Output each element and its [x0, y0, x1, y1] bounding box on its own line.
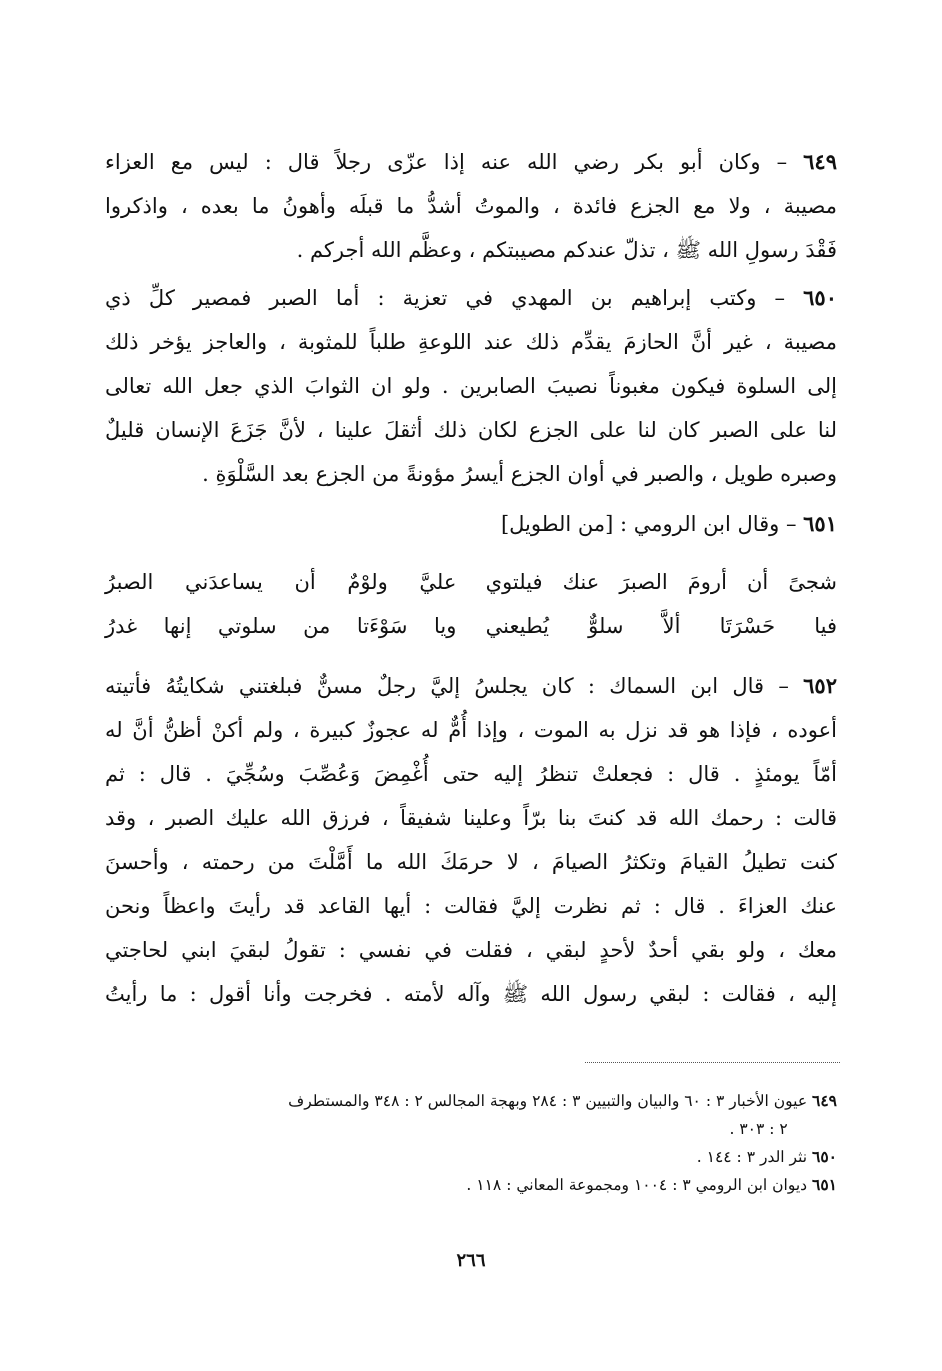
entry-line: مصيبة ، ولا مع الجزع فائدة ، والموتُ أشدُّ ما قبلَه وأهونُ ما بعده ، واذكروا	[105, 194, 837, 218]
footnote-number: ٦٥٠	[812, 1147, 837, 1166]
entry-number: ٦٥١	[803, 511, 837, 536]
entry-line: أعوده ، فإذا هو قد نزل به الموت ، وإذا أُمٌّ له عجوزٌ كبيرة ، ولم أكنْ أظنُّ أنَّ له	[105, 718, 837, 742]
footnote-number: ٦٤٩	[812, 1091, 837, 1110]
entry-line	[105, 140, 837, 184]
entry-line: لنا على الصبر كان لنا على الجزع لكان ذلك أثقلَ علينا ، لأنَّ جَزَعَ الإنسان قليلٌ	[105, 418, 837, 442]
entry-number: ٦٤٩	[803, 149, 837, 174]
verse-first-hemistich: فيا حَسْرَتَا ألاَّ سلوٌّ يُطيعني	[485, 614, 837, 638]
poem-verse	[105, 604, 837, 648]
entry-651	[105, 502, 837, 546]
entry-line: قالت : رحمك الله قد كنتَ بنا برّاً وعلينا شفيقاً ، فرزق الله عليك الصبر ، وقد	[105, 806, 837, 830]
entry-line: عنك العزاءَ . قال : ثم نظرت إليَّ فقالت : أيها القاعد قد رأيتَ واعظاً ونحن	[105, 894, 837, 918]
entry-line	[105, 502, 837, 546]
entry-650	[105, 276, 837, 496]
entry-652	[105, 664, 837, 1016]
footnote	[105, 1087, 837, 1115]
footnote-text: ديوان ابن الرومي ٣ : ١٠٠٤ ومجموعة المعاني : ١١٨ .	[466, 1176, 813, 1194]
entry-line: وصبره طويل ، والصبر في أوان الجزع أيسرُ مؤونةً من الجزع بعد السَّلْوَةِ .	[202, 462, 837, 486]
footnote-text: ٢ : ٣٠٣ .	[729, 1120, 837, 1138]
verse-second-hemistich: ويا سَوْءَتا من سلوتي إنها غدرُ	[105, 614, 457, 638]
entry-text: – وكتب إبراهيم بن المهدي في تعزية : أما الصبر فمصير كلِّ ذي	[105, 286, 804, 310]
entry-line: إليه ، فقالت : لبقي رسول الله ﷺ وآله لأمته . فخرجت وأنا أقول : ما رأيتُ	[105, 982, 837, 1006]
poem	[105, 560, 837, 648]
main-text	[105, 140, 837, 1020]
entry-text: – قال ابن السماك : كان يجلسُ إليَّ رجلٌ مسنٌّ فبلغتني شكايتُهُ فأتيته	[105, 674, 804, 698]
verse-first-hemistich: شجىً أن أرومَ الصبرَ عنك فيلتوي	[485, 570, 837, 594]
footnote	[105, 1115, 837, 1143]
footnote-number: ٦٥١	[812, 1175, 837, 1194]
entry-text: – وقال ابن الرومي : [من الطويل]	[500, 512, 804, 536]
entry-line: فَقْدَ رسولِ الله ﷺ ، تذلّ عندكم مصيبتكم ، وعظَّم الله أجركم .	[296, 238, 837, 262]
entry-line	[105, 276, 837, 320]
footnotes	[105, 1087, 837, 1199]
footnote	[105, 1171, 837, 1199]
entry-number: ٦٥٢	[803, 673, 837, 698]
entry-line: كنت تطيلُ القيامَ وتكثرُ الصيامَ ، لا حرمَكَ الله ما أَمَّلْتَ من رحمته ، وأحسنَ	[105, 850, 837, 874]
footnote-text: نثر الدر ٣ : ١٤٤ .	[696, 1148, 813, 1166]
entry-line: إلى السلوة فيكون مغبوناً نصيبَ الصابرين . ولو ان الثوابَ الذي جعل الله تعالى	[105, 374, 837, 398]
verse-second-hemistich: عليَّ ولوْمٌ أن يساعدَني الصبرُ	[105, 570, 457, 594]
entry-649	[105, 140, 837, 272]
entry-line: أمّاً يومئذٍ . قال : فجعلتْ تنظرُ إليه حتى أُغْمِضَ وَعُصِّبَ وسُجِّيَ . قال : ثم	[105, 762, 837, 786]
entry-line: معك ، ولو بقي أحدٌ لأحدٍ لبقي ، فقلت في نفسي : تقولُ لبقيَ ابني لحاجتي	[105, 938, 837, 962]
poem-verse	[105, 560, 837, 604]
footnote	[105, 1143, 837, 1171]
footnote-separator	[585, 1062, 840, 1063]
entry-number: ٦٥٠	[803, 285, 837, 310]
entry-line	[105, 664, 837, 708]
entry-line: مصيبة ، غير أنَّ الحازمَ يقدِّم ذلك عند اللوعةِ طلباً للمثوبة ، والعاجز يؤخر ذلك	[105, 330, 837, 354]
page-number: ٢٦٦	[456, 1250, 486, 1271]
footnote-text: عيون الأخبار ٣ : ٦٠ والبيان والتبيين ٣ : ٢٨٤ وبهجة المجالس ٢ : ٣٤٨ والمستطرف	[288, 1092, 813, 1110]
entry-text: – وكان أبو بكر رضي الله عنه إذا عزّى رجلاً قال : ليس مع العزاء	[105, 150, 804, 174]
